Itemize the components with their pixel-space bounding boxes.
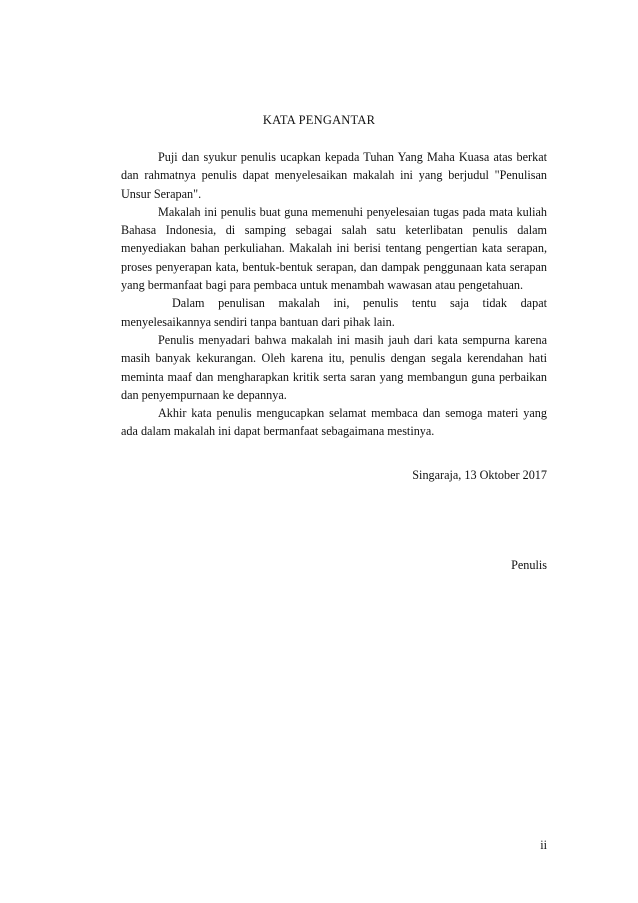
paragraph-closing: Akhir kata penulis mengucapkan selamat membaca dan semoga materi yang ada dalam makalah ini dapat bermanfaat sebagaimana mestinya.: [121, 406, 547, 439]
page-number: ii: [540, 838, 547, 852]
author-signature: Penulis: [511, 558, 547, 572]
paragraph-apology: Penulis menyadari bahwa makalah ini masih jauh dari kata sempurna karena masih banyak kekurangan. Oleh karena itu, penulis dengan segala kerendahan hati meminta maaf dan mengharapkan kritik serta saran yang membangun guna perbaikan dan penyempurnaan ke depannya.: [121, 332, 547, 402]
paragraph-purpose: Makalah ini penulis buat guna memenuhi penyelesaian tugas pada mata kuliah Bahasa Indonesia, di samping sebagai salah satu keterlibatan penulis dalam menyediakan bahan perkuliahan. Makalah ini berisi tentang pengertian kata serapan, proses penyerapan kata, bentuk-bentuk serapan, dan dampak penggunaan kata serapan yang bermanfaat bagi para pembaca untuk menambah wawasan atau pengetahuan.: [121, 204, 547, 293]
document-body: [121, 148, 547, 441]
page-title: KATA PENGANTAR: [262, 113, 376, 127]
place-date: Singaraja, 13 Oktober 2017: [412, 468, 547, 482]
paragraph-gratitude: Puji dan syukur penulis ucapkan kepada Tuhan Yang Maha Kuasa atas berkat dan rahmatnya penulis dapat menyelesaikan makalah ini yang berjudul "Penulisan Unsur Serapan".: [121, 150, 547, 201]
paragraph-assistance: Dalam penulisan makalah ini, penulis tentu saja tidak dapat menyelesaikannya sendiri tanpa bantuan dari pihak lain.: [121, 296, 547, 329]
